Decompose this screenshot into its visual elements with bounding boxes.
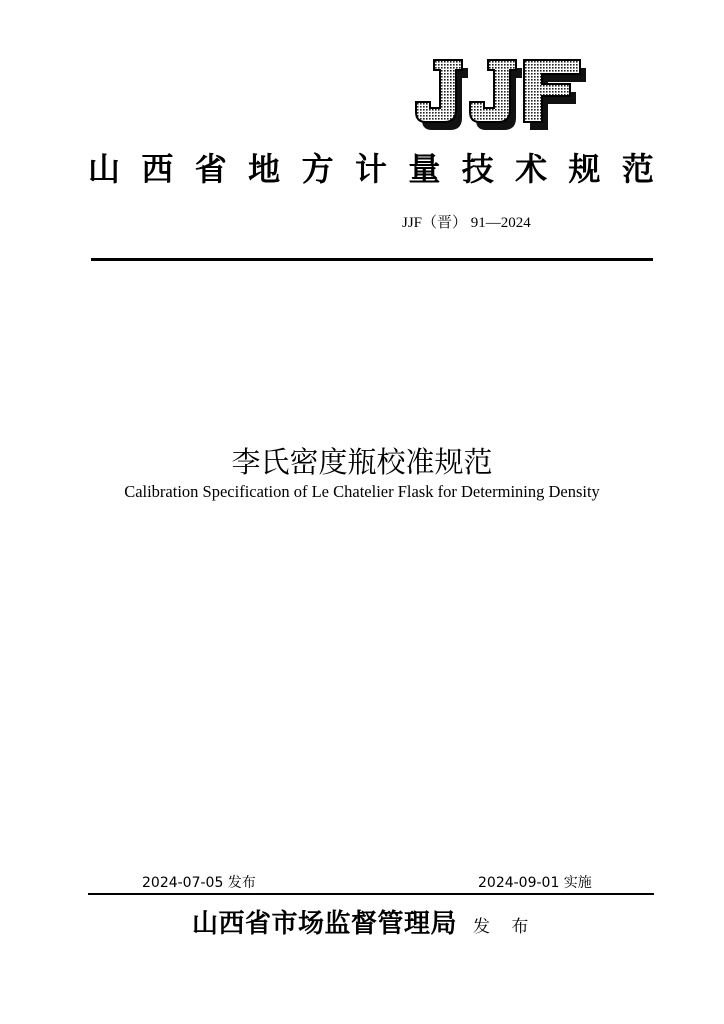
- bottom-divider: [88, 893, 654, 895]
- issuer-name: 山西省市场监督管理局: [192, 909, 458, 939]
- series-char: 地: [248, 150, 281, 188]
- issue-date: 2024-07-05 发布: [142, 875, 256, 891]
- series-char: 规: [568, 150, 601, 188]
- issuer-line: [192, 903, 536, 943]
- series-char: 量: [408, 150, 441, 188]
- series-char: 计: [354, 150, 387, 188]
- top-divider: [91, 258, 653, 261]
- document-title-chinese: 李氏密度瓶校准规范: [231, 445, 493, 479]
- issuer-suffix: 发 布: [473, 917, 537, 937]
- series-char: 西: [141, 150, 174, 188]
- series-char: 方: [301, 150, 334, 188]
- series-char: 术: [515, 150, 548, 188]
- series-char: 省: [194, 150, 227, 188]
- implementation-date: 2024-09-01 实施: [478, 875, 592, 891]
- document-code: JJF（晋） 91—2024: [402, 215, 531, 231]
- jjf-logo: [414, 58, 588, 132]
- series-char: 山: [88, 150, 121, 188]
- document-title-english: Calibration Specification of Le Chatelier Flask for Determining Density: [124, 482, 600, 501]
- series-char: 技: [461, 150, 494, 188]
- series-title: [88, 144, 654, 190]
- series-char: 范: [621, 150, 654, 188]
